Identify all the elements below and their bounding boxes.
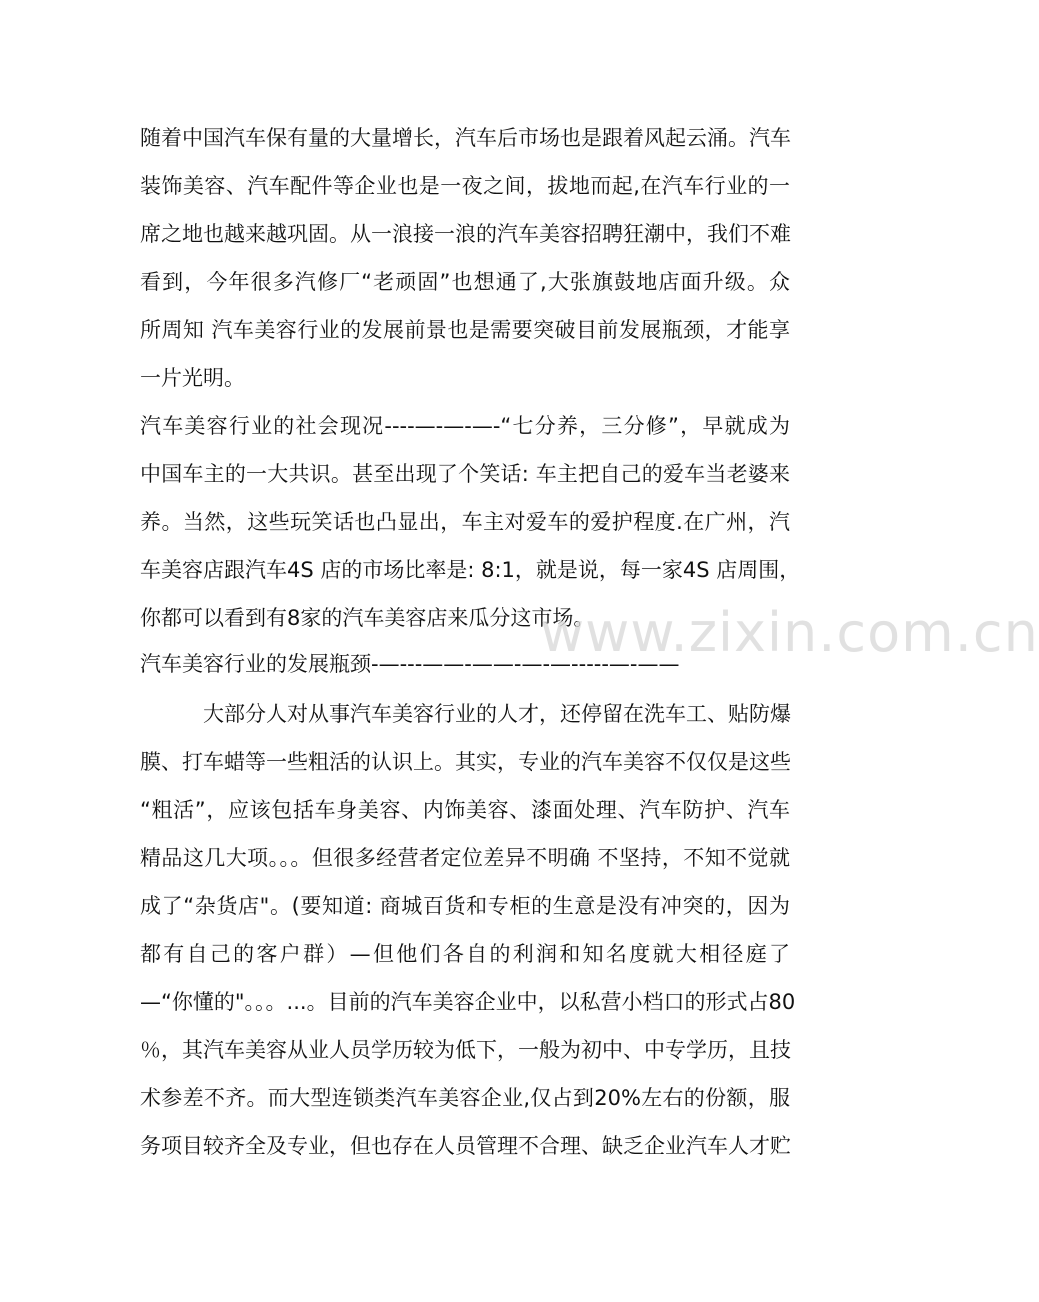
paragraph-3-line-9: 术参差不齐。而大型连锁类汽车美容企业,仅占到20%左右的份额，服 <box>140 1086 790 1110</box>
paragraph-3-line-4: 精品这几大项。。。但很多经营者定位差异不明确 不坚持，不知不觉就 <box>140 846 790 870</box>
paragraph-1-line-3: 席之地也越来越巩固。从一浪接一浪的汽车美容招聘狂潮中，我们不难 <box>140 222 791 246</box>
paragraph-1-line-5: 所周知 汽车美容行业的发展前景也是需要突破目前发展瓶颈，才能享 <box>140 318 790 342</box>
paragraph-2-line-1: 汽车美容行业的社会现况----—-—-—-“七分养，三分修”，早就成为 <box>140 414 790 438</box>
paragraph-3-line-3: “粗活”，应该包括车身美容、内饰美容、漆面处理、汽车防护、汽车 <box>140 798 790 822</box>
paragraph-3-line-7: —“你懂的"。。。...。目前的汽车美容企业中，以私营小档口的形式占80 <box>140 990 796 1014</box>
paragraph-2-line-4: 车美容店跟汽车4S 店的市场比率是: 8:1，就是说，每一家4S 店周围， <box>140 558 801 582</box>
paragraph-3-line-6: 都有自己的客户群）—但他们各自的利润和知名度就大相径庭了 <box>140 942 790 966</box>
paragraph-3-line-8: ％，其汽车美容从业人员学历较为低下，一般为初中、中专学历，且技 <box>140 1038 791 1062</box>
paragraph-1-line-6: 一片光明。 <box>140 366 245 390</box>
paragraph-2-line-2: 中国车主的一大共识。甚至出现了个笑话: 车主把自己的爱车当老婆来 <box>140 462 790 486</box>
paragraph-2-line-3: 养。当然，这些玩笑话也凸显出，车主对爱车的爱护程度.在广州，汽 <box>140 510 790 534</box>
paragraph-1-line-4: 看到，今年很多汽修厂“老顽固”也想通了,大张旗鼓地店面升级。众 <box>140 270 790 294</box>
paragraph-1-line-2: 装饰美容、汽车配件等企业也是一夜之间，拔地而起,在汽车行业的一 <box>140 174 790 198</box>
watermark: www.zixin.com.cn <box>540 601 1039 664</box>
paragraph-2-line-5: 你都可以看到有8家的汽车美容店来瓜分这市场。 <box>140 606 595 630</box>
paragraph-3-line-10: 务项目较齐全及专业，但也存在人员管理不合理、缺乏企业汽车人才贮 <box>140 1134 791 1158</box>
paragraph-3-line-2: 膜、打车蜡等一些粗活的认识上。其实，专业的汽车美容不仅仅是这些 <box>140 750 791 774</box>
paragraph-3-line-1: 大部分人对从事汽车美容行业的人才，还停留在洗车工、贴防爆 <box>203 702 791 726</box>
paragraph-1-line-1: 随着中国汽车保有量的大量增长，汽车后市场也是跟着风起云涌。汽车 <box>140 126 791 150</box>
section-heading-bottleneck: 汽车美容行业的发展瓶颈-—---——-——-—-—-----—-—— <box>140 652 680 676</box>
paragraph-3-line-5: 成了“杂货店"。(要知道: 商城百货和专柜的生意是没有冲突的，因为 <box>140 894 790 918</box>
